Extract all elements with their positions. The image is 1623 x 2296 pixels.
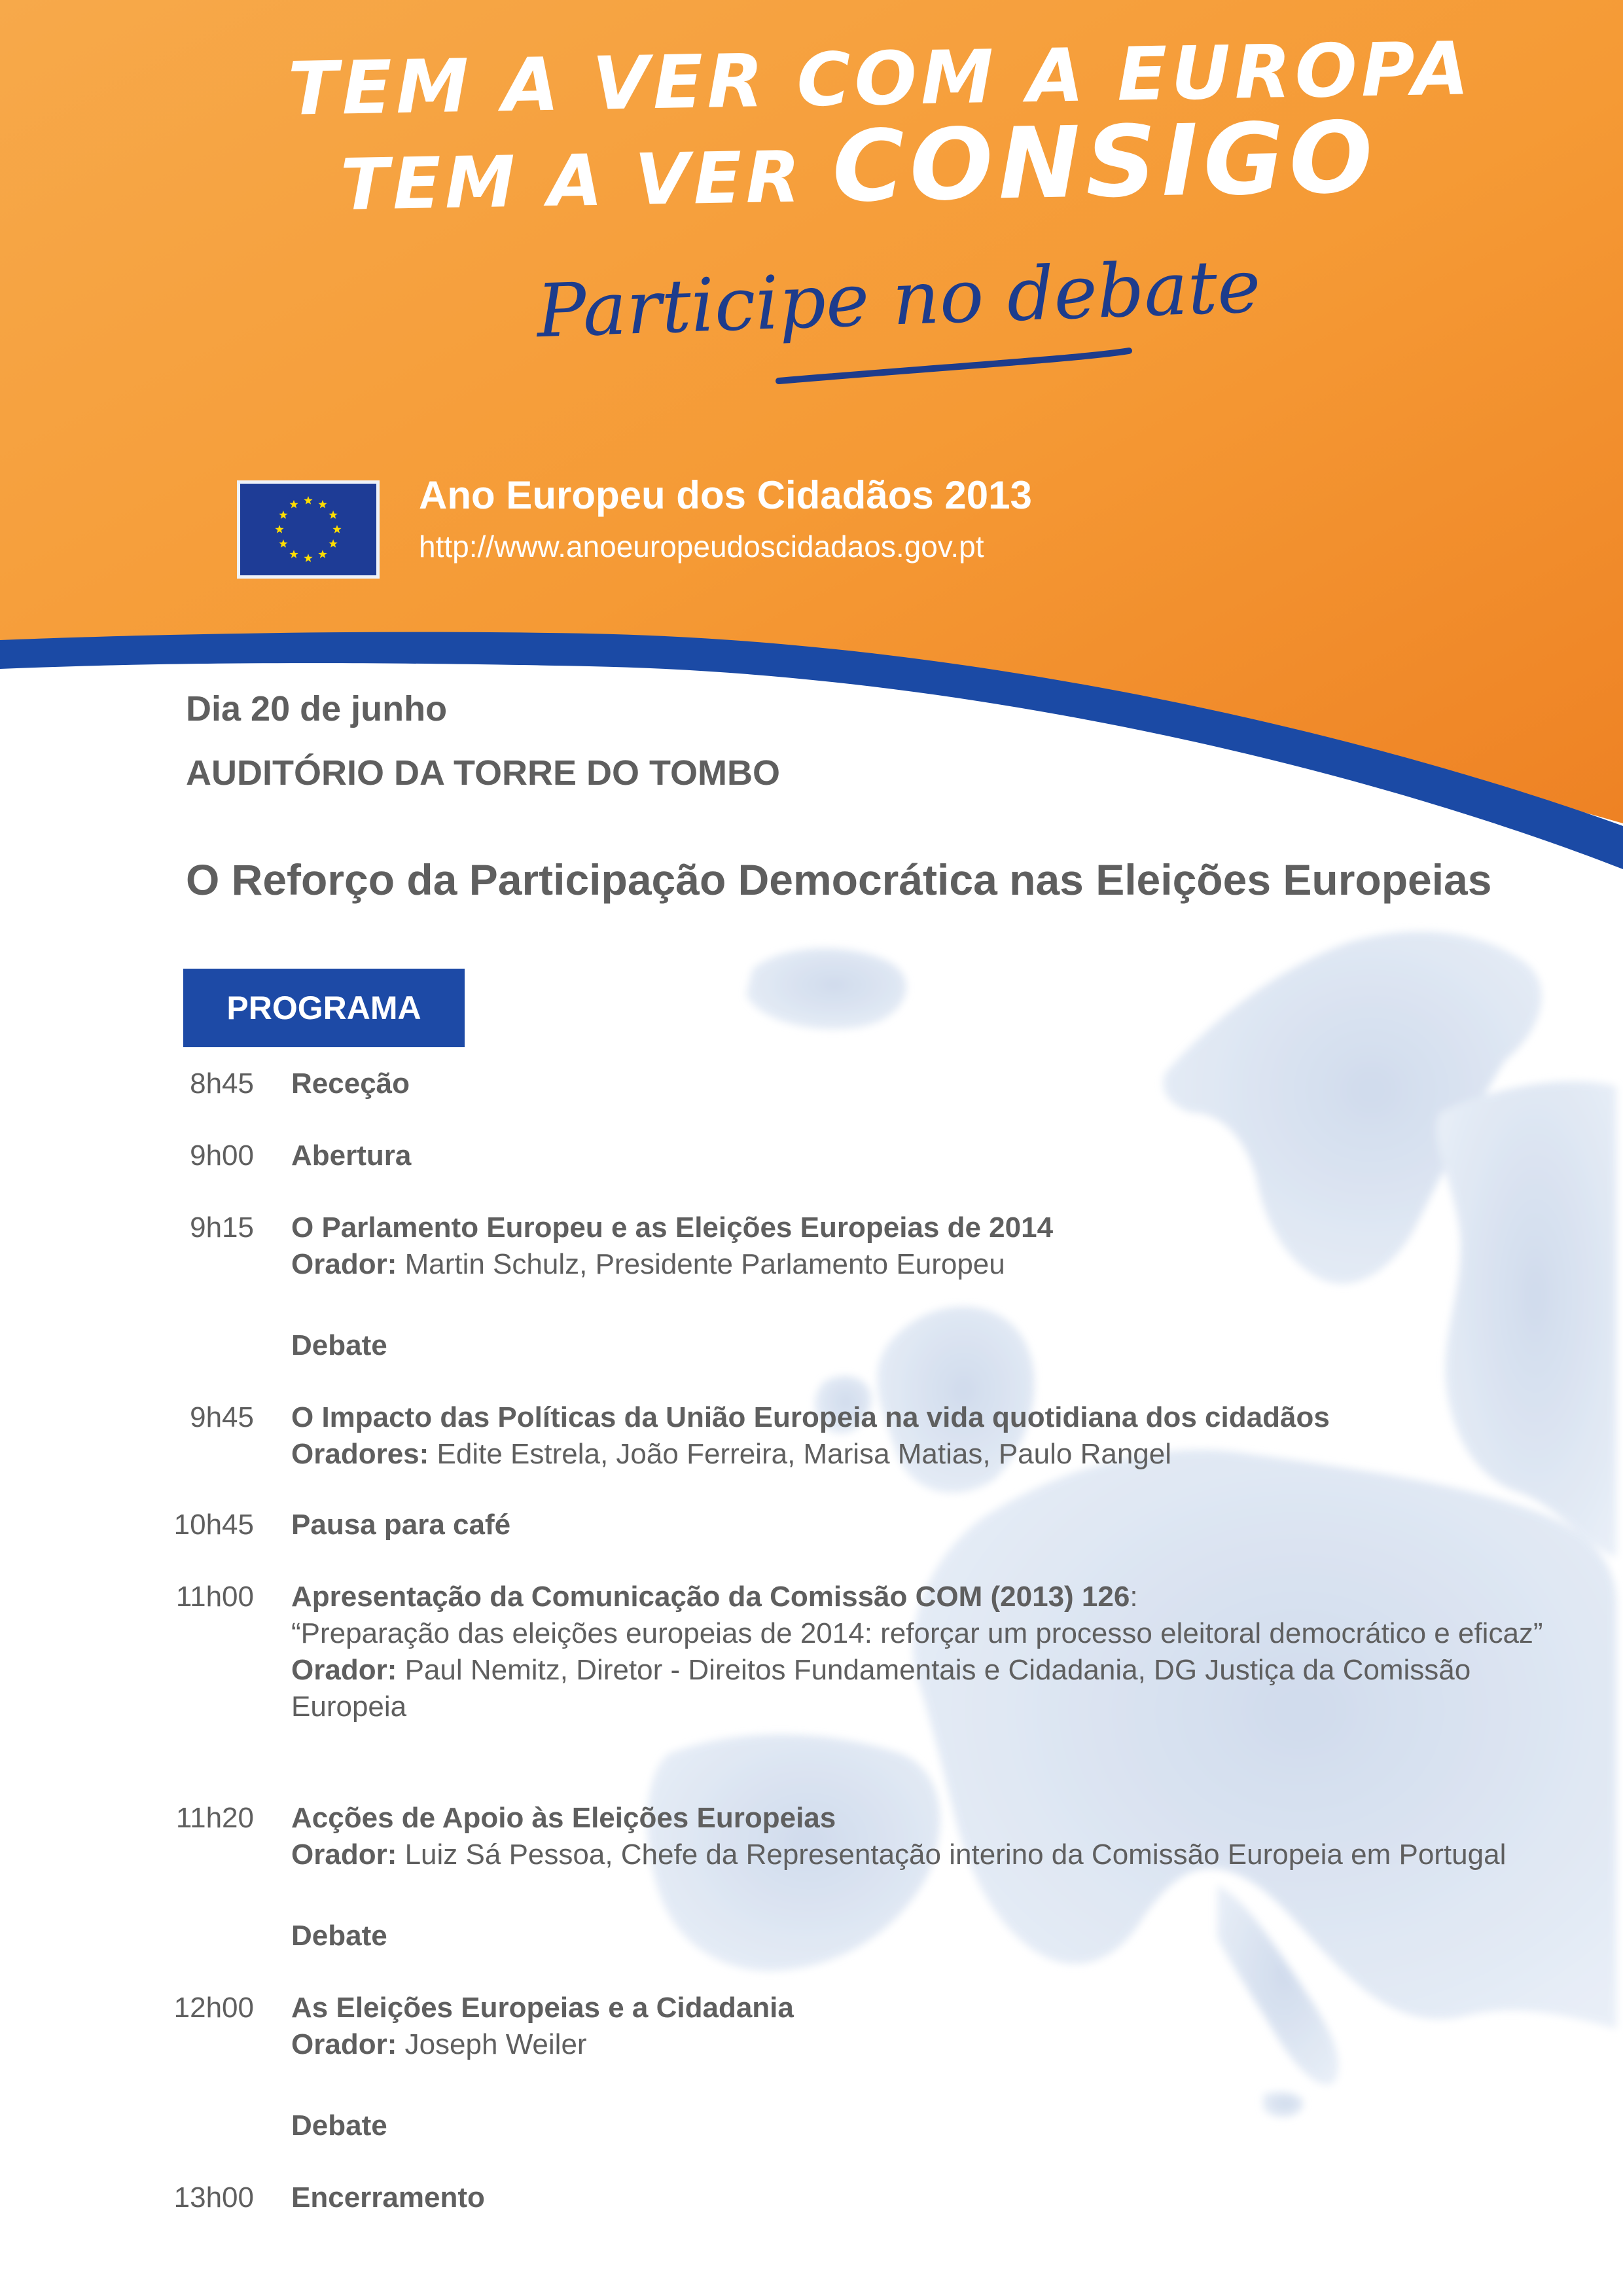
schedule-time: 9h00 [190,1139,254,1172]
schedule-title: O Parlamento Europeu e as Eleições Europeias de 2014 [291,1211,1054,1244]
schedule-title: Apresentação da Comunicação da Comissão COM (2013) 126 [291,1581,1130,1613]
schedule-title: Receção [291,1067,410,1100]
schedule-time: 9h15 [190,1211,254,1244]
schedule-title: Debate [291,1329,387,1361]
year-title: Ano Europeu dos Cidadãos 2013 [419,473,1032,517]
schedule-content [291,2179,1574,2216]
schedule-time: 8h45 [190,1067,254,1100]
schedule-title: Debate [291,2109,387,2142]
schedule-title-line [291,1579,1574,1615]
schedule-speaker-line [291,1436,1574,1473]
participe-tagline: Participe no debate [535,243,1262,355]
programa-heading: PROGRAMA [183,969,465,1047]
schedule-content [291,2108,1574,2144]
schedule-time: 11h00 [175,1581,254,1613]
schedule-time: 9h45 [190,1401,254,1433]
speaker-label: Orador: [291,2028,397,2060]
schedule-title-line [291,1327,1574,1364]
schedule-title: O Impacto das Políticas da União Europeia na vida quotidiana dos cidadãos [291,1401,1330,1433]
schedule-content [291,1579,1574,1725]
schedule-title-line [291,1066,1574,1102]
schedule-title: Debate [291,1920,387,1952]
schedule-title-line [291,1507,1574,1543]
schedule-time: 11h20 [175,1802,254,1834]
speaker-names: Luiz Sá Pessoa, Chefe da Representação interino da Comissão Europeia em Portugal [397,1839,1507,1871]
schedule-title: Abertura [291,1139,412,1172]
speaker-names: Edite Estrela, João Ferreira, Marisa Matias, Paulo Rangel [429,1438,1172,1470]
schedule-content [291,1066,1574,1102]
speaker-label: Orador: [291,1839,397,1871]
schedule-quote: “Preparação das eleições europeias de 2014: reforçar um processo eleitoral democrático e eficaz” [291,1617,1543,1649]
schedule-content [291,1138,1574,1174]
map-iceland [746,948,906,1030]
schedule-title-line [291,1800,1574,1837]
schedule-speaker-line [291,1652,1574,1725]
schedule-title-line [291,1918,1574,1954]
schedule-time: 12h00 [173,1992,254,2024]
schedule-time: 13h00 [173,2181,254,2214]
schedule-content [291,1990,1574,2063]
schedule-content [291,1507,1574,1543]
schedule-title-line [291,1138,1574,1174]
schedule-time: 10h45 [173,1509,254,1541]
schedule-title-line [291,1399,1574,1436]
schedule-title-line [291,2108,1574,2144]
speaker-names: Martin Schulz, Presidente Parlamento Europeu [397,1248,1005,1280]
event-title: O Reforço da Participação Democrática nas Eleições Europeias [186,855,1492,904]
event-date: Dia 20 de junho [186,689,448,728]
schedule-speaker-line [291,1246,1574,1283]
speaker-label: Orador: [291,1248,397,1280]
schedule-title: Acções de Apoio às Eleições Europeias [291,1802,836,1834]
schedule-content [291,1327,1574,1364]
schedule-title: As Eleições Europeias e a Cidadania [291,1992,794,2024]
website-url[interactable]: http://www.anoeuropeudoscidadaos.gov.pt [419,529,984,564]
schedule-title: Encerramento [291,2181,485,2214]
schedule-title-suffix: : [1130,1581,1138,1613]
schedule-content [291,1210,1574,1283]
schedule-title: Pausa para café [291,1509,511,1541]
schedule-content [291,1399,1574,1473]
schedule-title-line [291,2179,1574,2216]
schedule-speaker-line [291,1837,1574,1873]
schedule-content [291,1918,1574,1954]
schedule-content [291,1800,1574,1873]
speaker-label: Oradores: [291,1438,429,1470]
schedule-title-line [291,1990,1574,2026]
slogan-line-2-big: CONSIGO [831,101,1379,224]
speaker-names: Paul Nemitz, Diretor - Direitos Fundamentais e Cidadania, DG Justiça da Comissão Europeia [291,1654,1471,1723]
speaker-label: Orador: [291,1654,397,1686]
schedule-speaker-line [291,2026,1574,2063]
speaker-names: Joseph Weiler [397,2028,587,2060]
event-venue: AUDITÓRIO DA TORRE DO TOMBO [186,753,781,793]
slogan-line-1: TEM A VER COM A EUROPA [287,26,1474,132]
slogan-line-2-prefix: TEM A VER [340,135,834,226]
schedule-title-line [291,1210,1574,1246]
